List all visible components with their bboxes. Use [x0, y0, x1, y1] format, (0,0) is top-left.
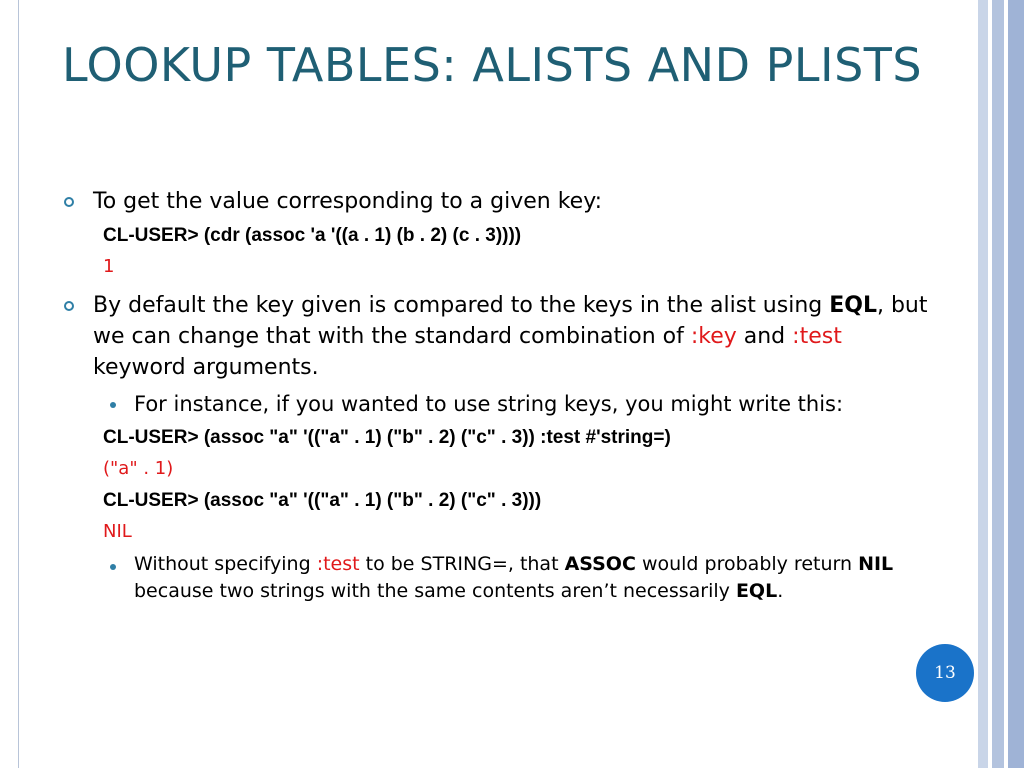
code-line-3: CL-USER> (assoc "a" '(("a" . 1) ("b" . 2) ("c" . 3))) [103, 490, 542, 511]
slide-title: LOOKUP TABLES: ALISTS AND PLISTS [62, 38, 923, 92]
code-line-2: CL-USER> (assoc "a" '(("a" . 1) ("b" . 2) ("c" . 3)) :test #'string=) [103, 427, 671, 448]
ring-bullet-icon [64, 301, 74, 311]
eql-keyword: EQL [829, 293, 877, 318]
left-frame-line [18, 0, 19, 768]
output-line-3: NIL [103, 521, 132, 542]
key-keyword: :key [690, 324, 737, 349]
decorative-border-stripes [978, 0, 1024, 768]
sub-bullet-2-text-b: to be STRING=, that [359, 553, 565, 575]
bullet-2-text-a: By default the key given is compared to the keys in the alist using [93, 293, 830, 318]
sub-bullet-1 [60, 389, 940, 419]
code-line-1: CL-USER> (cdr (assoc 'a '((a . 1) (b . 2) (c . 3)))) [103, 225, 522, 246]
dot-bullet-icon [110, 402, 116, 408]
sub-bullet-2-text-d: because two strings with the same contents aren’t necessarily [134, 580, 736, 602]
bullet-2-text-b: , but we can change that with the standard combination of [93, 293, 928, 349]
output-line-2: ("a" . 1) [103, 458, 174, 479]
sub-bullet-2-text-e: . [777, 580, 784, 602]
bullet-1 [60, 186, 940, 217]
bullet-2-text-c: keyword arguments. [93, 355, 319, 380]
sub-bullet-2 [60, 551, 940, 605]
bullet-2-and: and [736, 324, 793, 349]
bullet-2 [60, 290, 940, 383]
test-keyword: :test [792, 324, 842, 349]
dot-bullet-icon [110, 564, 116, 570]
test-keyword-2: :test [316, 553, 360, 575]
sub-bullet-1-text: For instance, if you wanted to use string keys, you might write this: [134, 392, 844, 416]
nil-keyword: NIL [858, 553, 894, 575]
ring-bullet-icon [64, 197, 74, 207]
eql-keyword-2: EQL [735, 580, 778, 602]
assoc-keyword: ASSOC [564, 553, 636, 575]
output-line-1: 1 [103, 256, 115, 277]
bullet-1-text: To get the value corresponding to a given key: [93, 189, 603, 214]
sub-bullet-2-text-a: Without specifying [134, 553, 317, 575]
sub-bullet-2-text-c: would probably return [635, 553, 859, 575]
slide-body [60, 186, 940, 611]
page-number-badge: 13 [916, 644, 974, 702]
